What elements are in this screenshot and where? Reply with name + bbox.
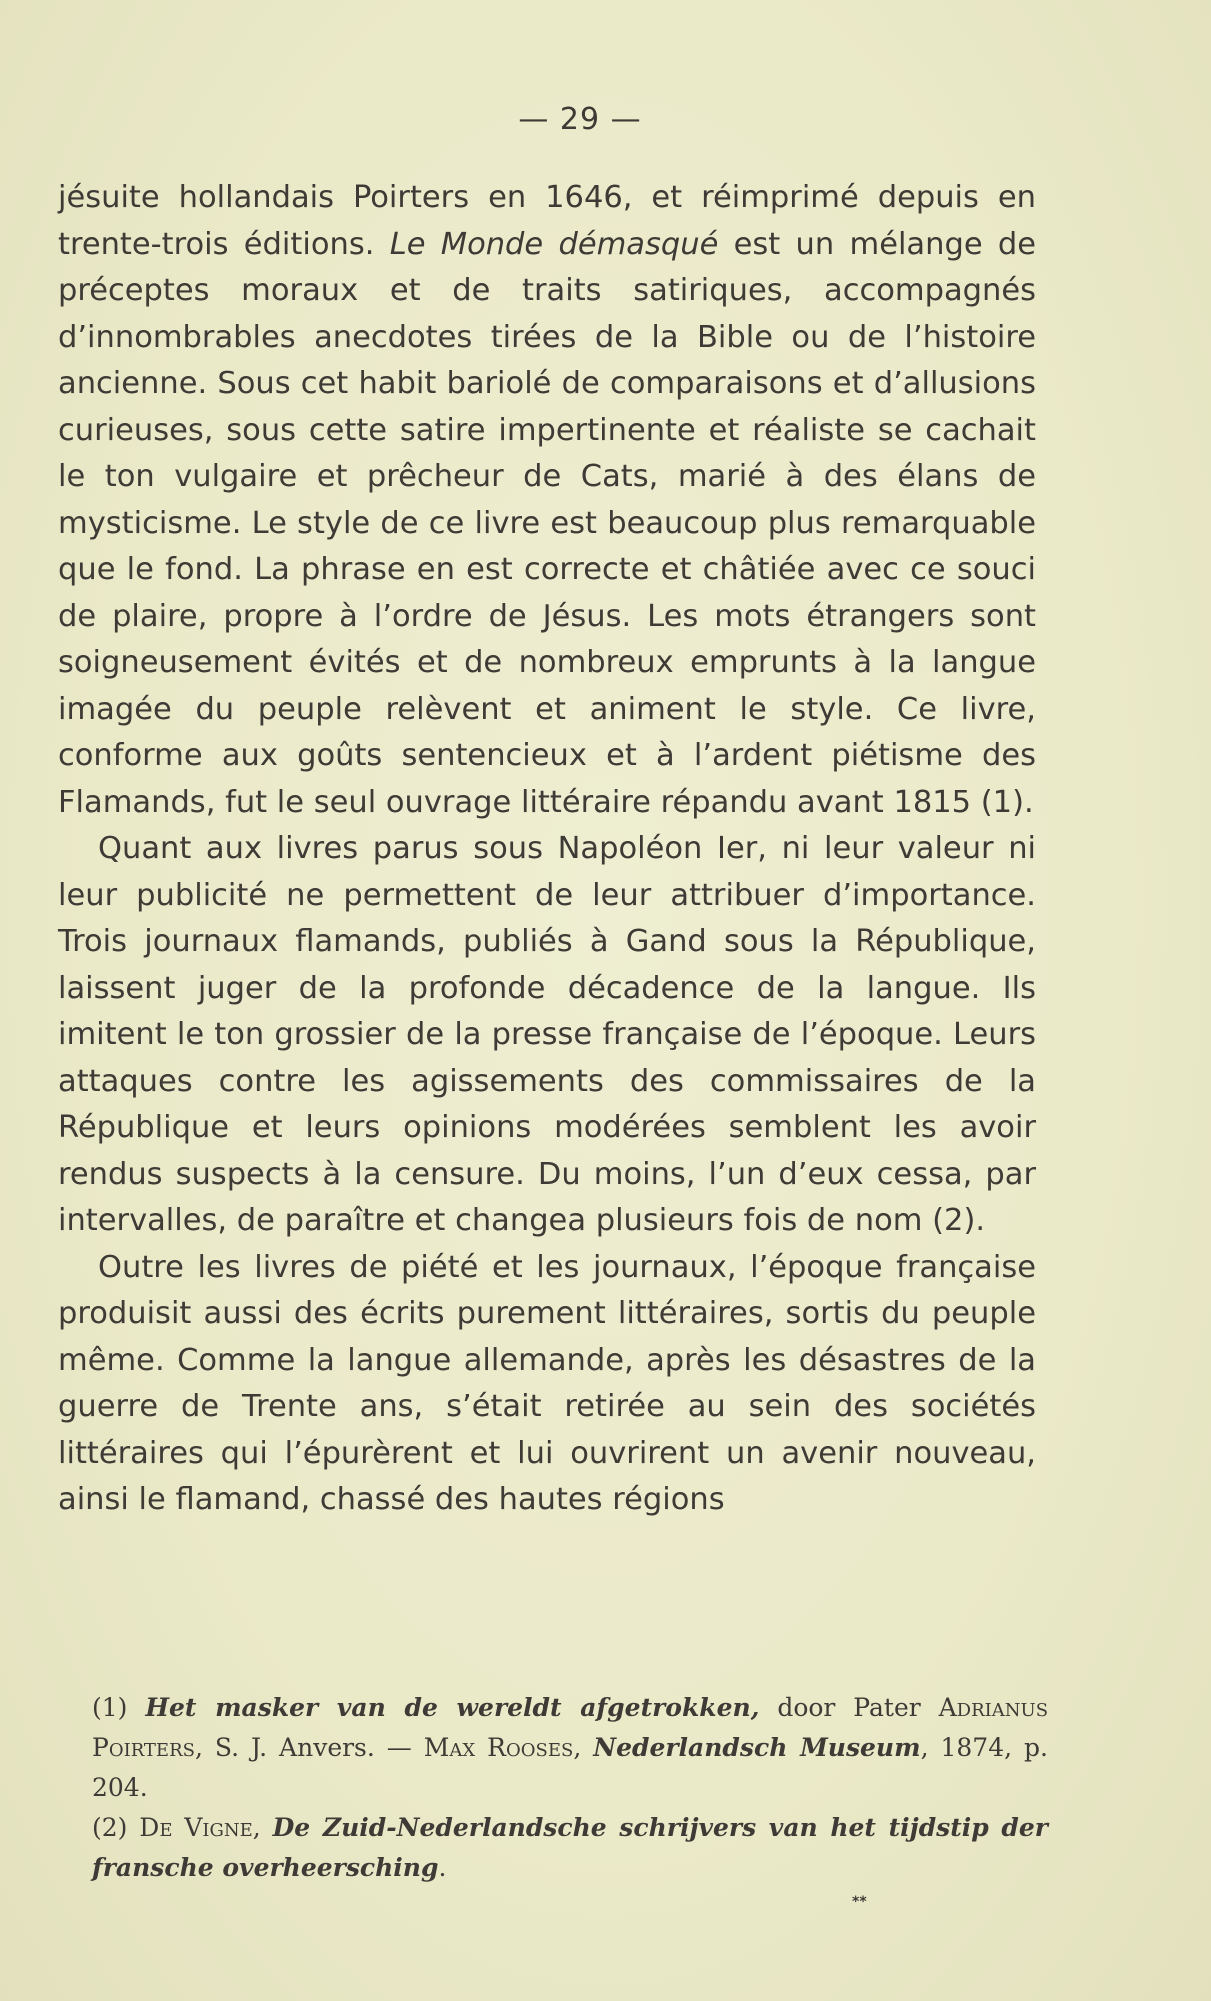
paragraph-3 — [58, 1245, 1036, 1524]
footnote-author: Adrianus Poirters — [92, 1693, 1049, 1762]
body-text — [58, 175, 1036, 1524]
footnote-title: De Zuid-Nederlandsche schrijvers van het tijdstip der fransche overheersching — [92, 1813, 1048, 1882]
signature-mark: ** — [852, 1894, 867, 1910]
footnotes — [58, 1688, 1048, 1888]
footnote-text: , 1874, p. 204. — [92, 1733, 1048, 1802]
footnote-text: , S. J. Anvers. — — [194, 1733, 424, 1762]
page-number: — 29 — — [518, 102, 642, 137]
footnote-text: , — [573, 1733, 594, 1762]
footnote-text: (1) — [92, 1693, 146, 1722]
footnote-author: De Vigne — [139, 1813, 253, 1842]
text-run: Outre les livres de piété et les journaux, l’époque française produisit aussi des écrits purement littéraires, sortis du peuple même. Comme la langue allemande, après les désastres de la guerre de Trente ans, s’était retirée au sein des sociétés littéraires qui l’épurèrent et lui ouvrirent un avenir nouveau, ainsi le flamand, chassé des hautes régions — [58, 1249, 1036, 1517]
footnote-author: Max Rooses — [423, 1733, 574, 1762]
footnote-text: , — [252, 1813, 273, 1842]
paragraph-2 — [58, 826, 1036, 1245]
footnote-title: Nederlandsch Museum — [593, 1733, 921, 1762]
text-run: est un mélange de préceptes moraux et de traits satiriques, accompagnés d’innombrables anecdotes tirées de la Bible ou de l’histoire ancienne. Sous cet habit bariolé de comparaisons et d’allusions curieuses, sous cette satire impertinente et réaliste se cachait le ton vulgaire et prêcheur de Cats, marié à des élans de mysticisme. Le style de ce livre est beaucoup plus remarquable que le fond. La phrase en est correcte et châtiée avec ce souci de plaire, propre à l’ordre de Jésus. Les mots étrangers sont soigneusement évités et de nombreux emprunts à la langue imagée du peuple relèvent et animent le style. Ce livre, conforme aux goûts sentencieux et à l’ardent piétisme des Flamands, fut le seul ouvrage littéraire répandu avant 1815 (1). — [58, 226, 1036, 820]
footnote-text: . — [438, 1853, 447, 1882]
footnote-text: (2) — [92, 1813, 140, 1842]
text-run: Quant aux livres parus sous Napoléon Ier, ni leur valeur ni leur publicité ne permettent de leur attribuer d’importance. Trois journaux flamands, publiés à Gand sous la République, laissent juger de la profonde décadence de la langue. Ils imitent le ton grossier de la presse française de l’époque. Leurs attaques contre les agissements des commissaires de la République et leurs opinions modérées semblent les avoir rendus suspects à la censure. Du moins, l’un d’eux cessa, par intervalles, de paraître et changea plusieurs fois de nom (2). — [58, 831, 1036, 1238]
paragraph-1 — [58, 175, 1036, 826]
footnote-text: door Pater — [759, 1693, 939, 1722]
text-run: jésuite hollandais Poirters en 1646, et réimprimé depuis en trente-trois éditions. — [58, 180, 1036, 262]
footnote-title: Het masker van de wereldt afgetrokken, — [145, 1693, 760, 1722]
italic-title: Le Monde démasqué — [389, 226, 719, 262]
footnote-2 — [58, 1808, 1048, 1888]
footnote-1 — [58, 1688, 1048, 1808]
